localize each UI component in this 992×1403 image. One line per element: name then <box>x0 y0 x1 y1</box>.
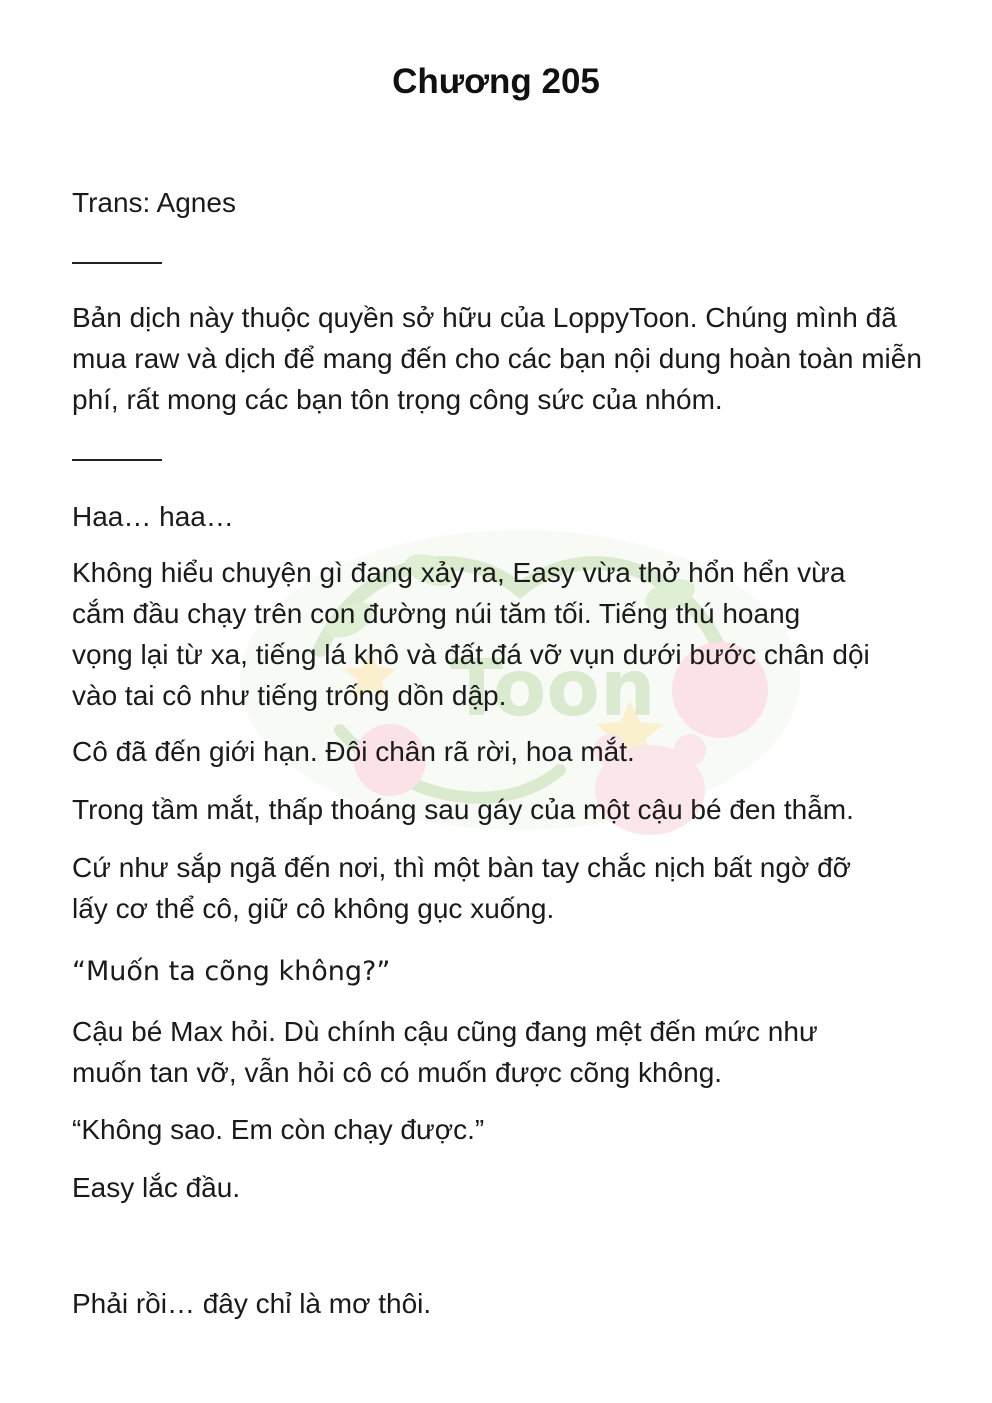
chapter-title: Chương 205 <box>392 62 600 101</box>
translator-credit: Trans: Agnes <box>72 187 236 218</box>
paragraph-line: Cứ như sắp ngã đến nơi, thì một bàn tay chắc nịch bất ngờ đỡ <box>72 852 852 883</box>
paragraph-line: Cậu bé Max hỏi. Dù chính cậu cũng đang mệt đến mức như <box>72 1016 818 1047</box>
paragraph-line: Không hiểu chuyện gì đang xảy ra, Easy vừa thở hổn hển vừa <box>72 557 846 588</box>
paragraph: Cô đã đến giới hạn. Đôi chân rã rời, hoa mắt. <box>72 736 635 767</box>
divider-line <box>72 262 162 264</box>
paragraph: Phải rồi… đây chỉ là mơ thôi. <box>72 1288 432 1319</box>
paragraph: Trong tầm mắt, thấp thoáng sau gáy của một cậu bé đen thẫm. <box>72 794 854 825</box>
paragraph-line: vào tai cô như tiếng trống dồn dập. <box>72 680 507 711</box>
paragraph: Easy lắc đầu. <box>72 1172 241 1203</box>
paragraph-line: cắm đầu chạy trên con đường núi tăm tối. Tiếng thú hoang <box>72 598 801 629</box>
copyright-notice: Bản dịch này thuộc quyền sở hữu của LoppyToon. Chúng mình đã mua raw và dịch để mang đến cho các bạn nội dung hoàn toàn miễn phí, rất mong các bạn tôn trọng công sức của nhóm. <box>72 302 922 415</box>
svg-text:Toon: Toon <box>450 644 656 734</box>
paragraph-line: vọng lại từ xa, tiếng lá khô và đất đá vỡ vụn dưới bước chân dội <box>72 639 870 670</box>
paragraph: Haa… haa… <box>72 501 234 532</box>
paragraph-line: muốn tan vỡ, vẫn hỏi cô có muốn được cõng không. <box>72 1057 723 1088</box>
dialogue-line: “Không sao. Em còn chạy được.” <box>72 1114 485 1145</box>
divider-line <box>72 459 162 461</box>
dialogue-line: “Muốn ta cõng không?” <box>72 956 391 987</box>
paragraph-line: lấy cơ thể cô, giữ cô không gục xuống. <box>72 893 555 924</box>
